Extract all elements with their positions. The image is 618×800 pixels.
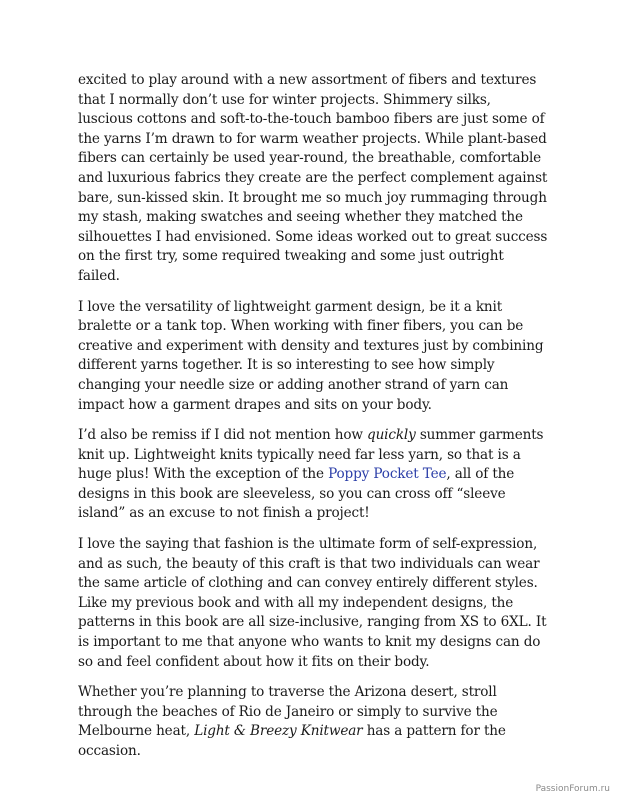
paragraph-quickly-text-3: , all of the designs in this book are sleeveless, so you can cross off “sleeve island” as an excuse to not finish a project!	[78, 466, 515, 522]
paragraph-occasion	[78, 683, 548, 761]
paragraph-quickly	[78, 426, 548, 524]
emphasis-quickly: quickly	[367, 427, 416, 444]
watermark: PassionForum.ru	[535, 784, 610, 794]
book-title-emphasis: Light & Breezy Knitwear	[194, 723, 363, 740]
paragraph-quickly-text-2: summer garments knit up. Lightweight knits typically need far less yarn, so that is a huge plus! With the exception of the	[78, 427, 544, 483]
document-body	[78, 71, 548, 773]
paragraph-versatility: I love the versatility of lightweight garment design, be it a knit bralette or a tank top. When working with finer fibers, you can be creative and experiment with density and textures just by combining different yarns together. It is so interesting to see how simply changing your needle size or adding another strand of yarn can impact how a garment drapes and sits on your body.	[78, 298, 544, 413]
paragraph-occasion-text-1: Whether you’re planning to traverse the Arizona desert, stroll through the beaches of Rio de Janeiro or simply to survive the Melbourne heat,	[78, 684, 498, 740]
paragraph-quickly-text-1: I’d also be remiss if I did not mention how	[78, 427, 368, 444]
paragraph-self-expression: I love the saying that fashion is the ultimate form of self-expression, and as such, the beauty of this craft is that two individuals can wear the same article of clothing and can convey entirely different styles. Like my previous book and with all my independent designs, the patterns in this book are all size-inclusive, ranging from XS to 6XL. It is important to me that anyone who wants to knit my designs can do so and feel confident about how it fits on their body.	[78, 536, 547, 670]
paragraph-occasion-text-2: has a pattern for the occasion.	[78, 723, 506, 759]
paragraph-fibers: excited to play around with a new assortment of fibers and textures that I normally don’t use for winter projects. Shimmery silks, luscious cottons and soft-to-the-touch bamboo fibers are just some of the yarns I’m drawn to for warm weather projects. While plant-based fibers can certainly be used year-round, the breathable, comfortable and luxurious fabrics they create are the perfect complement against bare, sun-kissed skin. It brought me so much joy rummaging through my stash, making swatches and seeing whether they matched the silhouettes I had envisioned. Some ideas worked out to great success on the first try, some required tweaking and some just outright failed.	[78, 72, 548, 284]
poppy-pocket-tee-link[interactable]: Poppy Pocket Tee	[328, 466, 447, 483]
